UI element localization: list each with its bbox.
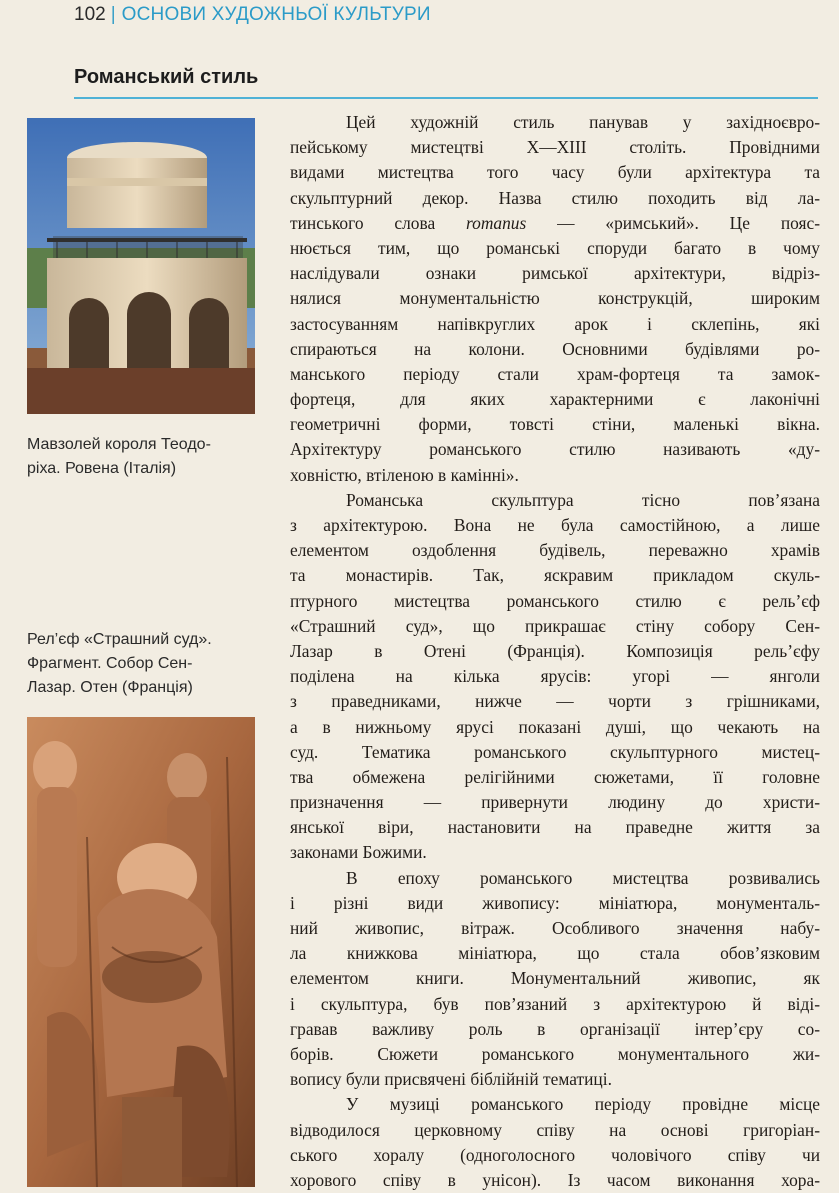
text-line: гравав важливу роль в організації інтер’єру со- <box>290 1018 820 1039</box>
text-line: В епоху романського мистецтва розвивались <box>346 867 820 888</box>
text-line: а в нижньому ярусі показані душі, що чекають на <box>290 716 820 737</box>
text-line: У музиці романського періоду провідне місце <box>346 1094 820 1115</box>
text-line: манського періоду стали храм-фортеця та замок- <box>290 363 820 384</box>
text-line: законами Божими. <box>290 842 427 863</box>
text-line: Лазар в Отені (Франція). Композиція рель’єфу <box>290 640 820 661</box>
caption-line: Рел’єф «Страшний суд». <box>27 631 212 648</box>
text-line: ховністю, втіленою в камінні». <box>290 464 519 485</box>
text-line: і скульптура, був пов’язаний з архітектурою й віді- <box>290 993 820 1014</box>
text-line: і різні види живопису: мініатюра, монументаль- <box>290 892 820 913</box>
text-line: Цей художній стиль панував у західноєвро- <box>346 112 820 132</box>
text-line: суд. Тематика романського скульптурного мистец- <box>290 741 820 762</box>
caption-line: ріха. Ровена (Італія) <box>27 460 177 477</box>
text-line: геометричні форми, товсті стіни, маленькі вікна. <box>290 414 820 435</box>
mausoleum-illustration <box>27 118 255 414</box>
mausoleum-caption <box>27 433 257 481</box>
text-line: Романська скульптура тісно пов’язана <box>346 489 820 510</box>
text-line: птурного мистецтва романського стилю є рель’єф <box>290 590 820 611</box>
text-line: скульптурний декор. Назва стилю походить від ла- <box>290 187 820 208</box>
text-line: елементом книги. Монументальний живопис, як <box>290 968 820 989</box>
text-line: тинського слова romanus — «римський». Це пояс- <box>290 212 820 233</box>
text-line: янської віри, настановити на праведне життя за <box>290 817 820 838</box>
latin-term: romanus <box>466 212 527 233</box>
section-title: Романський стиль <box>74 66 259 88</box>
text-line: відводилося церковному співу на основі григоріан- <box>290 1119 820 1140</box>
text-line: наслідували ознаки римської архітектури, відріз- <box>290 263 820 284</box>
text-line: Архітектуру романського стилю називають «ду- <box>290 439 820 460</box>
text-line: борів. Сюжети романського монументального жи- <box>290 1043 820 1064</box>
text-line: застосуванням напівкруглих арок і склепінь, які <box>290 313 820 334</box>
text-line: з праведниками, нижче — чорти з грішниками, <box>290 691 820 712</box>
relief-illustration <box>27 717 255 1187</box>
title-underline <box>74 97 818 99</box>
body-text <box>290 110 820 1193</box>
text-line: хорового співу в унісон). Із часом виконання хора- <box>290 1169 820 1190</box>
text-line: нюється тим, що романські споруди багато в чому <box>290 237 820 258</box>
text-line: ла книжкова мініатюра, що стала обов’язковим <box>290 943 820 964</box>
book-title: ОСНОВИ ХУДОЖНЬОЇ КУЛЬТУРИ <box>121 4 431 25</box>
text-line: ського хоралу (одноголосного чоловічого співу чи <box>290 1144 820 1165</box>
text-line: вопису були присвячені біблійній тематиці. <box>290 1069 612 1090</box>
text-line: елементом оздоблення будівель, переважно храмів <box>290 540 820 561</box>
running-header <box>74 2 431 28</box>
relief-photo <box>27 717 255 1187</box>
text-line: пейському мистецтві X—XIII століть. Провідними <box>290 137 820 158</box>
text-line: призначення — привернути людину до христи- <box>290 792 820 813</box>
caption-line: Фрагмент. Собор Сен- <box>27 655 193 672</box>
caption-line: Мавзолей короля Теодо- <box>27 436 211 453</box>
mausoleum-photo <box>27 118 255 414</box>
text-line: ний живопис, вітраж. Особливого значення набу- <box>290 918 820 938</box>
relief-caption <box>27 628 257 700</box>
header-separator: | <box>110 4 116 25</box>
text-line: видами мистецтва того часу були архітектура та <box>290 162 820 183</box>
text-line: та монастирів. Так, яскравим прикладом скуль- <box>290 565 820 586</box>
text-line: спираються на колони. Основними будівлями ро- <box>290 338 820 359</box>
caption-line: Лазар. Отен (Франція) <box>27 679 193 696</box>
text-line: поділена на кілька ярусів: угорі — янголи <box>290 666 820 687</box>
page-number: 102 <box>74 4 106 25</box>
text-line: з архітектурою. Вона не була самостійною, а лише <box>290 515 820 535</box>
text-line: фортеця, для яких характерними є лаконічні <box>290 389 820 410</box>
text-line: тва обмежена релігійними сюжетами, її головне <box>290 766 820 787</box>
text-line: нялися монументальністю конструкцій, широким <box>290 288 820 309</box>
text-line: «Страшний суд», що прикрашає стіну собору Сен- <box>290 615 820 636</box>
